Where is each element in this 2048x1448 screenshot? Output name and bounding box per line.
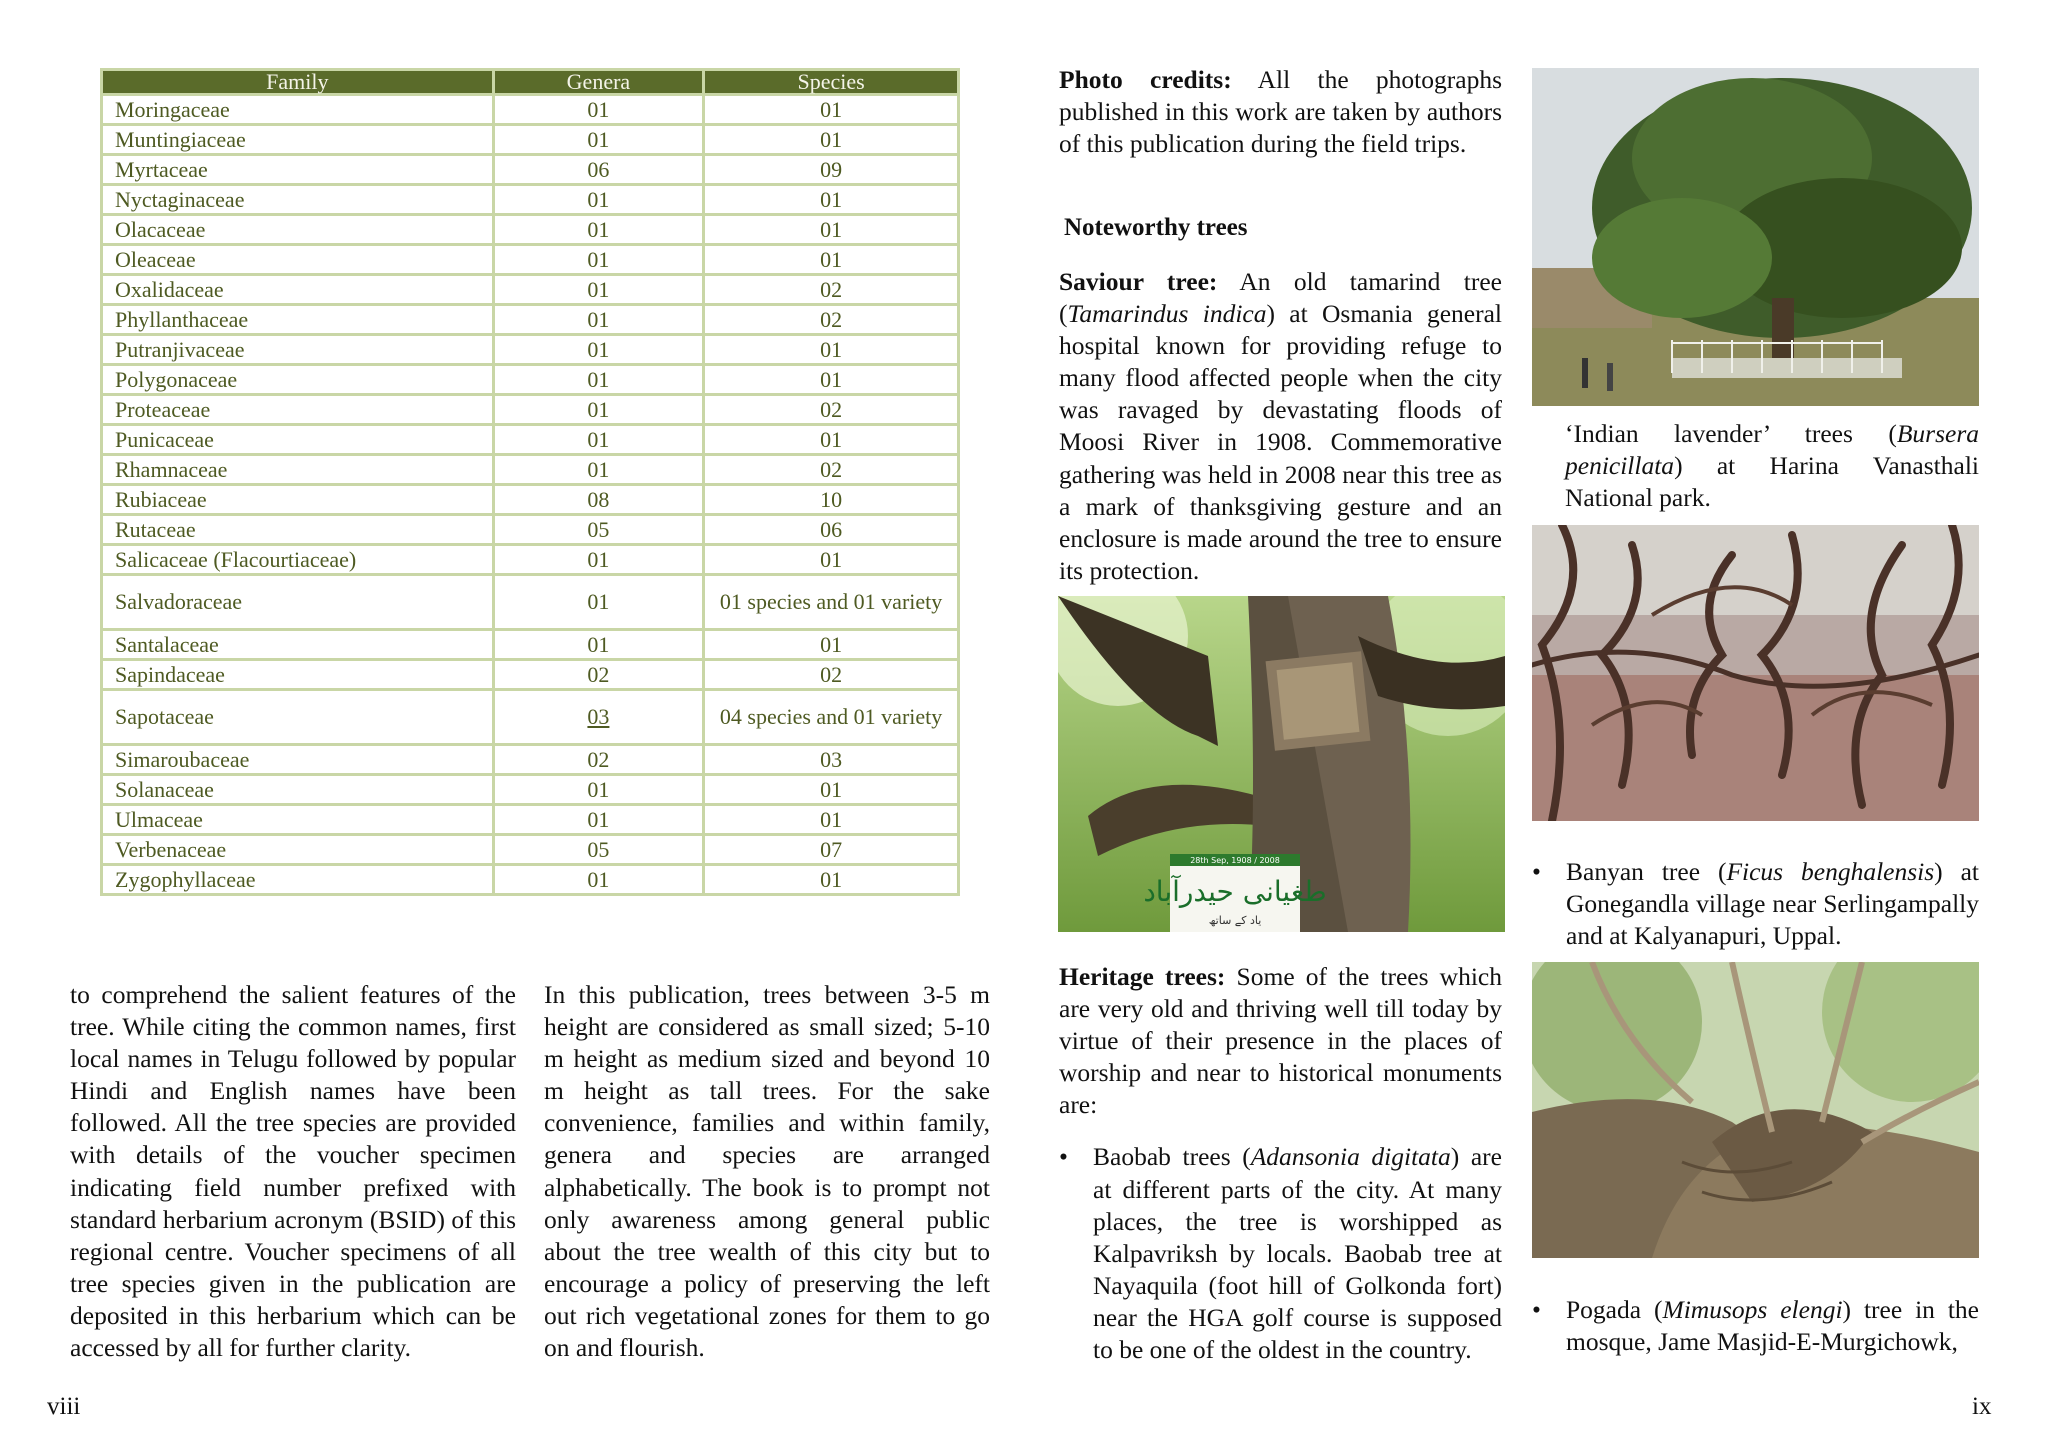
cell-genera: 01 [493,125,703,155]
saviour-tree-photo [1058,596,1505,932]
cell-family: Olacaceae [102,215,494,245]
text-span: Banyan tree ( [1566,857,1727,886]
cell-species: 02 [704,305,959,335]
text-span: ) are at different parts of the city. At many places, the tree is worshipped as Kalpavriksh by locals. Baobab tree at Nayaquila (foot hill of Golkonda fort) near the HGA golf course is supposed to be one of the oldest in the country. [1093,1142,1502,1365]
table-row [102,425,959,455]
text-span: An old tamarind tree ( [1059,267,1502,329]
cell-species: 01 species and 01 variety [704,575,959,630]
cell-species: 02 [704,660,959,690]
cell-species: 01 [704,215,959,245]
species-name: Tamarindus indica [1067,299,1267,329]
cell-genera: 01 [493,275,703,305]
table-row [102,660,959,690]
cell-family: Oleaceae [102,245,494,275]
pogada-text [1532,1294,1979,1358]
cell-family: Salvadoraceae [102,575,494,630]
cell-genera: 01 [493,805,703,835]
cell-family: Simaroubaceae [102,745,494,775]
banyan-text [1532,856,1979,952]
cell-family: Myrtaceae [102,155,494,185]
cell-genera: 01 [493,365,703,395]
cell-species: 01 [704,95,959,125]
cell-genera: 01 [493,215,703,245]
lavender-trees-photo [1532,68,1979,406]
sign-urdu-small: یاد کے ساتھ [1208,914,1262,927]
table-row [102,185,959,215]
sign-urdu: طغیانی حیدرآباد [1143,875,1327,908]
banyan-list [1532,856,1979,952]
cell-species: 01 [704,425,959,455]
photo-credits [1059,64,1502,160]
middle-column-text [544,979,990,1364]
text-span: ) at Harina Vanasthali National park. [1565,451,1979,513]
cell-family: Nyctaginaceae [102,185,494,215]
cell-genera: 01 [493,545,703,575]
cell-genera: 01 [493,245,703,275]
saviour-label: Saviour tree: [1059,267,1218,296]
table-row [102,245,959,275]
cell-family: Ulmaceae [102,805,494,835]
table-row [102,455,959,485]
list-item-pogada [1532,1294,1979,1358]
cell-family: Phyllanthaceae [102,305,494,335]
cell-species: 01 [704,245,959,275]
species-name: Mimusops elengi [1662,1295,1843,1324]
cell-genera: 01 [493,335,703,365]
table-row [102,745,959,775]
table-row [102,575,959,630]
cell-species: 01 [704,335,959,365]
text-span: Pogada ( [1566,1295,1663,1324]
text-span: Baobab trees ( [1093,1142,1251,1172]
cell-family: Rhamnaceae [102,455,494,485]
cell-genera: 08 [493,485,703,515]
cell-species: 10 [704,485,959,515]
cell-genera: 01 [493,865,703,895]
cell-family: Oxalidaceae [102,275,494,305]
family-table [100,68,960,896]
cell-species: 01 [704,805,959,835]
cell-genera: 06 [493,155,703,185]
cell-genera: 05 [493,515,703,545]
cell-family: Muntingiaceae [102,125,494,155]
cell-genera: 01 [493,425,703,455]
page-number-right: ix [1972,1393,1992,1420]
heritage-list [1059,1141,1502,1366]
cell-species: 06 [704,515,959,545]
cell-species: 02 [704,395,959,425]
left-column-text [70,979,516,1364]
cell-genera: 01 [493,395,703,425]
noteworthy-heading: Noteworthy trees [1064,214,1248,241]
cell-family: Punicaceae [102,425,494,455]
table-row [102,865,959,895]
paragraph: to comprehend the salient features of the tree. While citing the common names, first local names in Telugu followed by popular Hindi and English names have been followed. All the tree species are provided with details of the voucher specimen indicating field number prefixed with standard herbarium acronym (BSID) of this regional centre. Voucher specimens of all tree species given in the publication are deposited in this herbarium which can be accessed by all for further clarity. [70,980,516,1363]
table-row [102,155,959,185]
table-row [102,630,959,660]
cell-species: 07 [704,835,959,865]
photo-credits-label: Photo credits: [1059,65,1232,94]
header-genera: Genera [493,70,703,95]
page-number-left: viii [47,1393,81,1420]
text-span: Some of the trees which are very old and thriving well till today by virtue of their presence in the places of worship and near to historical monuments are: [1059,962,1503,1120]
cell-species: 03 [704,745,959,775]
table-row [102,775,959,805]
cell-family: Santalaceae [102,630,494,660]
table-row [102,275,959,305]
table-row [102,395,959,425]
cell-genera: 01 [493,305,703,335]
table-row [102,125,959,155]
cell-species: 01 [704,185,959,215]
sign-date: 28th Sep, 1908 / 2008 [1190,856,1280,865]
cell-species: 02 [704,275,959,305]
cell-genera: 02 [493,745,703,775]
cell-family: Rutaceae [102,515,494,545]
cell-species: 04 species and 01 variety [704,690,959,745]
table-row [102,215,959,245]
cell-family: Sapotaceae [102,690,494,745]
list-item-banyan [1532,856,1979,952]
table-row [102,690,959,745]
cell-family: Rubiaceae [102,485,494,515]
table-row [102,805,959,835]
cell-species: 01 [704,865,959,895]
species-name: Bursera penicillata [1565,419,1979,481]
cell-species: 01 [704,365,959,395]
cell-genera: 01 [493,95,703,125]
cell-species: 01 [704,775,959,805]
cell-family: Salicaceae (Flacourtiaceae) [102,545,494,575]
lavender-caption [1565,418,1979,514]
saviour-tree-text [1059,266,1502,587]
cell-family: Proteaceae [102,395,494,425]
cell-family: Putranjivaceae [102,335,494,365]
cell-family: Polygonaceae [102,365,494,395]
heritage-trees-text [1059,961,1502,1366]
table-row [102,515,959,545]
cell-species: 02 [704,455,959,485]
cell-family: Verbenaceae [102,835,494,865]
table-body [102,95,959,895]
cell-species: 01 [704,630,959,660]
cell-family: Solanaceae [102,775,494,805]
text-span: ) at Osmania general hospital known for providing refuge to many flood affected people when the city was ravaged by devastating floods of Moosi River in 1908. Commemorative gathering was held in 2008 near this tree as a mark of thanksgiving gesture and an enclosure is made around the tree to ensure its protection. [1059,299,1502,585]
cell-genera: 01 [493,185,703,215]
table-row [102,545,959,575]
cell-family: Moringaceae [102,95,494,125]
species-name: Adansonia digitata [1250,1142,1451,1172]
cell-genera: 02 [493,660,703,690]
cell-species: 01 [704,545,959,575]
list-item-baobab [1059,1141,1502,1366]
cell-family: Zygophyllaceae [102,865,494,895]
table-row [102,305,959,335]
pogada-list [1532,1294,1979,1358]
cell-genera: 01 [493,630,703,660]
cell-genera: 01 [493,575,703,630]
text-span: ‘Indian lavender’ trees ( [1565,419,1897,448]
heritage-label: Heritage trees: [1059,962,1226,991]
table-row [102,335,959,365]
text-span: ) at Gonegandla village near Serlingampally and at Kalyanapuri, Uppal. [1566,857,1979,951]
text-span: ) tree in the mosque, Jame Masjid-E-Murgichowk, [1566,1295,1979,1357]
table-row [102,95,959,125]
cell-genera: 01 [493,455,703,485]
banyan-photo [1532,962,1979,1258]
header-family: Family [102,70,494,95]
cell-family: Sapindaceae [102,660,494,690]
cell-genera [493,690,703,745]
header-species: Species [704,70,959,95]
table-row [102,485,959,515]
species-name: Ficus benghalensis [1726,857,1935,886]
grove-photo [1532,525,1979,821]
underlined-value: 03 [587,704,610,729]
cell-genera: 05 [493,835,703,865]
table-header-row [102,70,959,95]
cell-species: 09 [704,155,959,185]
cell-genera: 01 [493,775,703,805]
cell-species: 01 [704,125,959,155]
table-row [102,365,959,395]
paragraph: In this publication, trees between 3-5 m height are considered as small sized; 5-10 m height as medium sized and beyond 10 m height as tall trees. For the sake convenience, families and within family, genera and species are arranged alphabetically. The book is to prompt not only awareness among general public about the tree wealth of this city but to encourage a policy of preserving the left out rich vegetational zones for them to go on and flourish. [544,980,990,1363]
table-row [102,835,959,865]
photo-credits-text: All the photographs published in this work are taken by authors of this publication during the field trips. [1059,65,1503,159]
